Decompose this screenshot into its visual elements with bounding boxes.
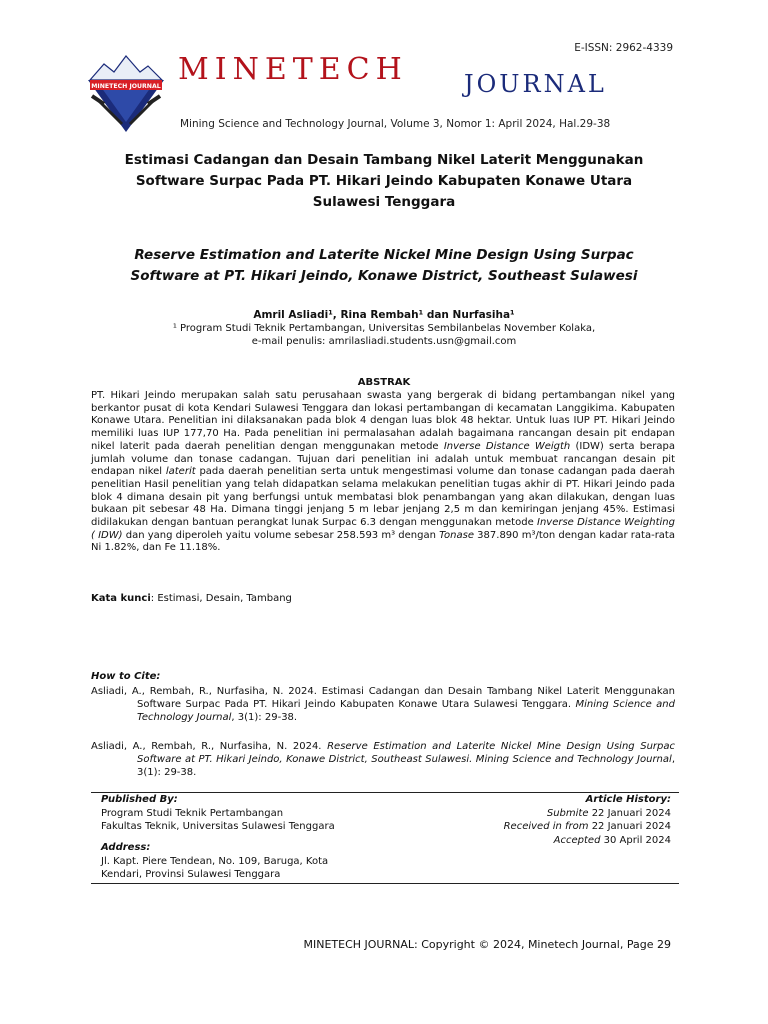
history-received: Received in from 22 Januari 2024 bbox=[503, 821, 671, 832]
abstract-heading: ABSTRAK bbox=[357, 377, 411, 388]
address-line-1: Jl. Kapt. Piere Tendean, No. 109, Baruga, Kota bbox=[101, 856, 329, 867]
citation-english: Asliadi, A., Rembah, R., Nurfasiha, N. 2024. Reserve Estimation and Laterite Nickel Mine Design Using Surpac Software at PT. Hikari Jeindo, Konawe District, Southeast Sulawesi. Mining Science and Technology Journal, 3(1): 29-38. bbox=[91, 741, 675, 778]
article-history-heading: Article History: bbox=[585, 794, 671, 805]
title-en-line-2: Software at PT. Hikari Jeindo, Konawe District, Southeast Sulawesi bbox=[130, 268, 638, 284]
page-footer: MINETECH JOURNAL: Copyright © 2024, Minetech Journal, Page 29 bbox=[303, 938, 671, 951]
citation-indonesian: Asliadi, A., Rembah, R., Nurfasiha, N. 2024. Estimasi Cadangan dan Desain Tambang Nikel Laterit Menggunakan Software Surpac Pada PT. Hikari Jeindo Kabupaten Konawe Utara Sulawesi Tenggara. Mining Science and Technology Journal, 3(1): 29-38. bbox=[91, 686, 675, 723]
author-email: e-mail penulis: amrilasliadi.students.usn@gmail.com bbox=[251, 336, 517, 347]
history-submitted: Submite 22 Januari 2024 bbox=[546, 808, 671, 819]
authors-block bbox=[90, 309, 678, 348]
history-accepted: Accepted 30 April 2024 bbox=[553, 835, 671, 846]
top-divider bbox=[91, 792, 679, 793]
author-names: Amril Asliadi¹, Rina Rembah¹ dan Nurfasiha¹ bbox=[253, 309, 515, 321]
journal-logo bbox=[82, 50, 170, 134]
address-line-2: Kendari, Provinsi Sulawesi Tenggara bbox=[101, 869, 281, 880]
brand-sub: JOURNAL bbox=[464, 70, 607, 98]
abstract-text: PT. Hikari Jeindo merupakan salah satu perusahaan swasta yang bergerak di bidang pertambangan nikel yang berkantor pusat di kota Kendari Sulawesi Tenggara dan lokasi pertambangan di kecamatan Langgikima. Kabupaten Konawe Utara. Penelitian ini dilaksanakan pada blok 4 dengan luas blok 48 hektar. Untuk luas IUP PT. Hikari Jeindo memiliki luas IUP 177,70 Ha. Pada penelitian ini permalasahan adalah bagaimana rancangan desain pit endapan nikel laterit pada daerah penelitian dengan menggunakan metode Inverse Distance Weigth (IDW) serta berapa jumlah volume dan tonase cadangan. Tujuan dari penelitian ini adalah untuk membuat rancangan desain pit endapan nikel laterit pada daerah penelitian serta untuk mengestimasi volume dan tonase cadangan pada daerah penelitian Hasil penelitian yang telah didapatkan selama melakukan penelitian tugas akhir di PT. Hikari Jeindo pada blok 4 dimana desain pit yang berfungsi untuk membatasi blok penambangan yang akan dilakukan, dengan luas bukaan pit sebesar 48 Ha. Dimana tinggi jenjang 5 m lebar jenjang 2,5 m dan kemiringan jenjang 45%. Estimasi didilakukan dengan bantuan perangkat lunak Surpac 6.3 dengan menggunakan metode Inverse Distance Weighting ( IDW) dan yang diperoleh yaitu volume sebesar 258.593 m³ dengan Tonase 387.890 m³/ton dengan kadar rata-rata Ni 1.82%, dan Fe 11.18%. bbox=[91, 390, 675, 554]
journal-info-line: Mining Science and Technology Journal, Volume 3, Nomor 1: April 2024, Hal.29-38 bbox=[180, 118, 611, 130]
title-english bbox=[90, 245, 678, 287]
title-id-line-1: Estimasi Cadangan dan Desain Tambang Nikel Laterit Menggunakan bbox=[124, 152, 644, 168]
title-id-line-2: Software Surpac Pada PT. Hikari Jeindo Kabupaten Konawe Utara bbox=[135, 173, 633, 189]
logo-text: MINETECH JOURNAL bbox=[91, 83, 161, 90]
address-heading: Address: bbox=[101, 842, 151, 853]
publisher-line-1: Program Studi Teknik Pertambangan bbox=[101, 808, 284, 819]
publisher-line-2: Fakultas Teknik, Universitas Sulawesi Tenggara bbox=[101, 821, 335, 832]
eissn: E-ISSN: 2962-4339 bbox=[574, 42, 673, 54]
keywords bbox=[91, 593, 292, 604]
title-indonesian bbox=[90, 150, 678, 213]
bottom-divider bbox=[91, 883, 679, 884]
published-by-heading: Published By: bbox=[101, 794, 178, 805]
brand-main: MINETECH bbox=[178, 52, 408, 87]
how-to-cite-heading: How to Cite: bbox=[91, 671, 161, 682]
title-id-line-3: Sulawesi Tenggara bbox=[312, 194, 456, 210]
keywords-value: : Estimasi, Desain, Tambang bbox=[150, 593, 292, 604]
affiliation: ¹ Program Studi Teknik Pertambangan, Universitas Sembilanbelas November Kolaka, bbox=[172, 323, 596, 334]
title-en-line-1: Reserve Estimation and Laterite Nickel Mine Design Using Surpac bbox=[134, 247, 634, 263]
keywords-label: Kata kunci bbox=[91, 593, 151, 604]
